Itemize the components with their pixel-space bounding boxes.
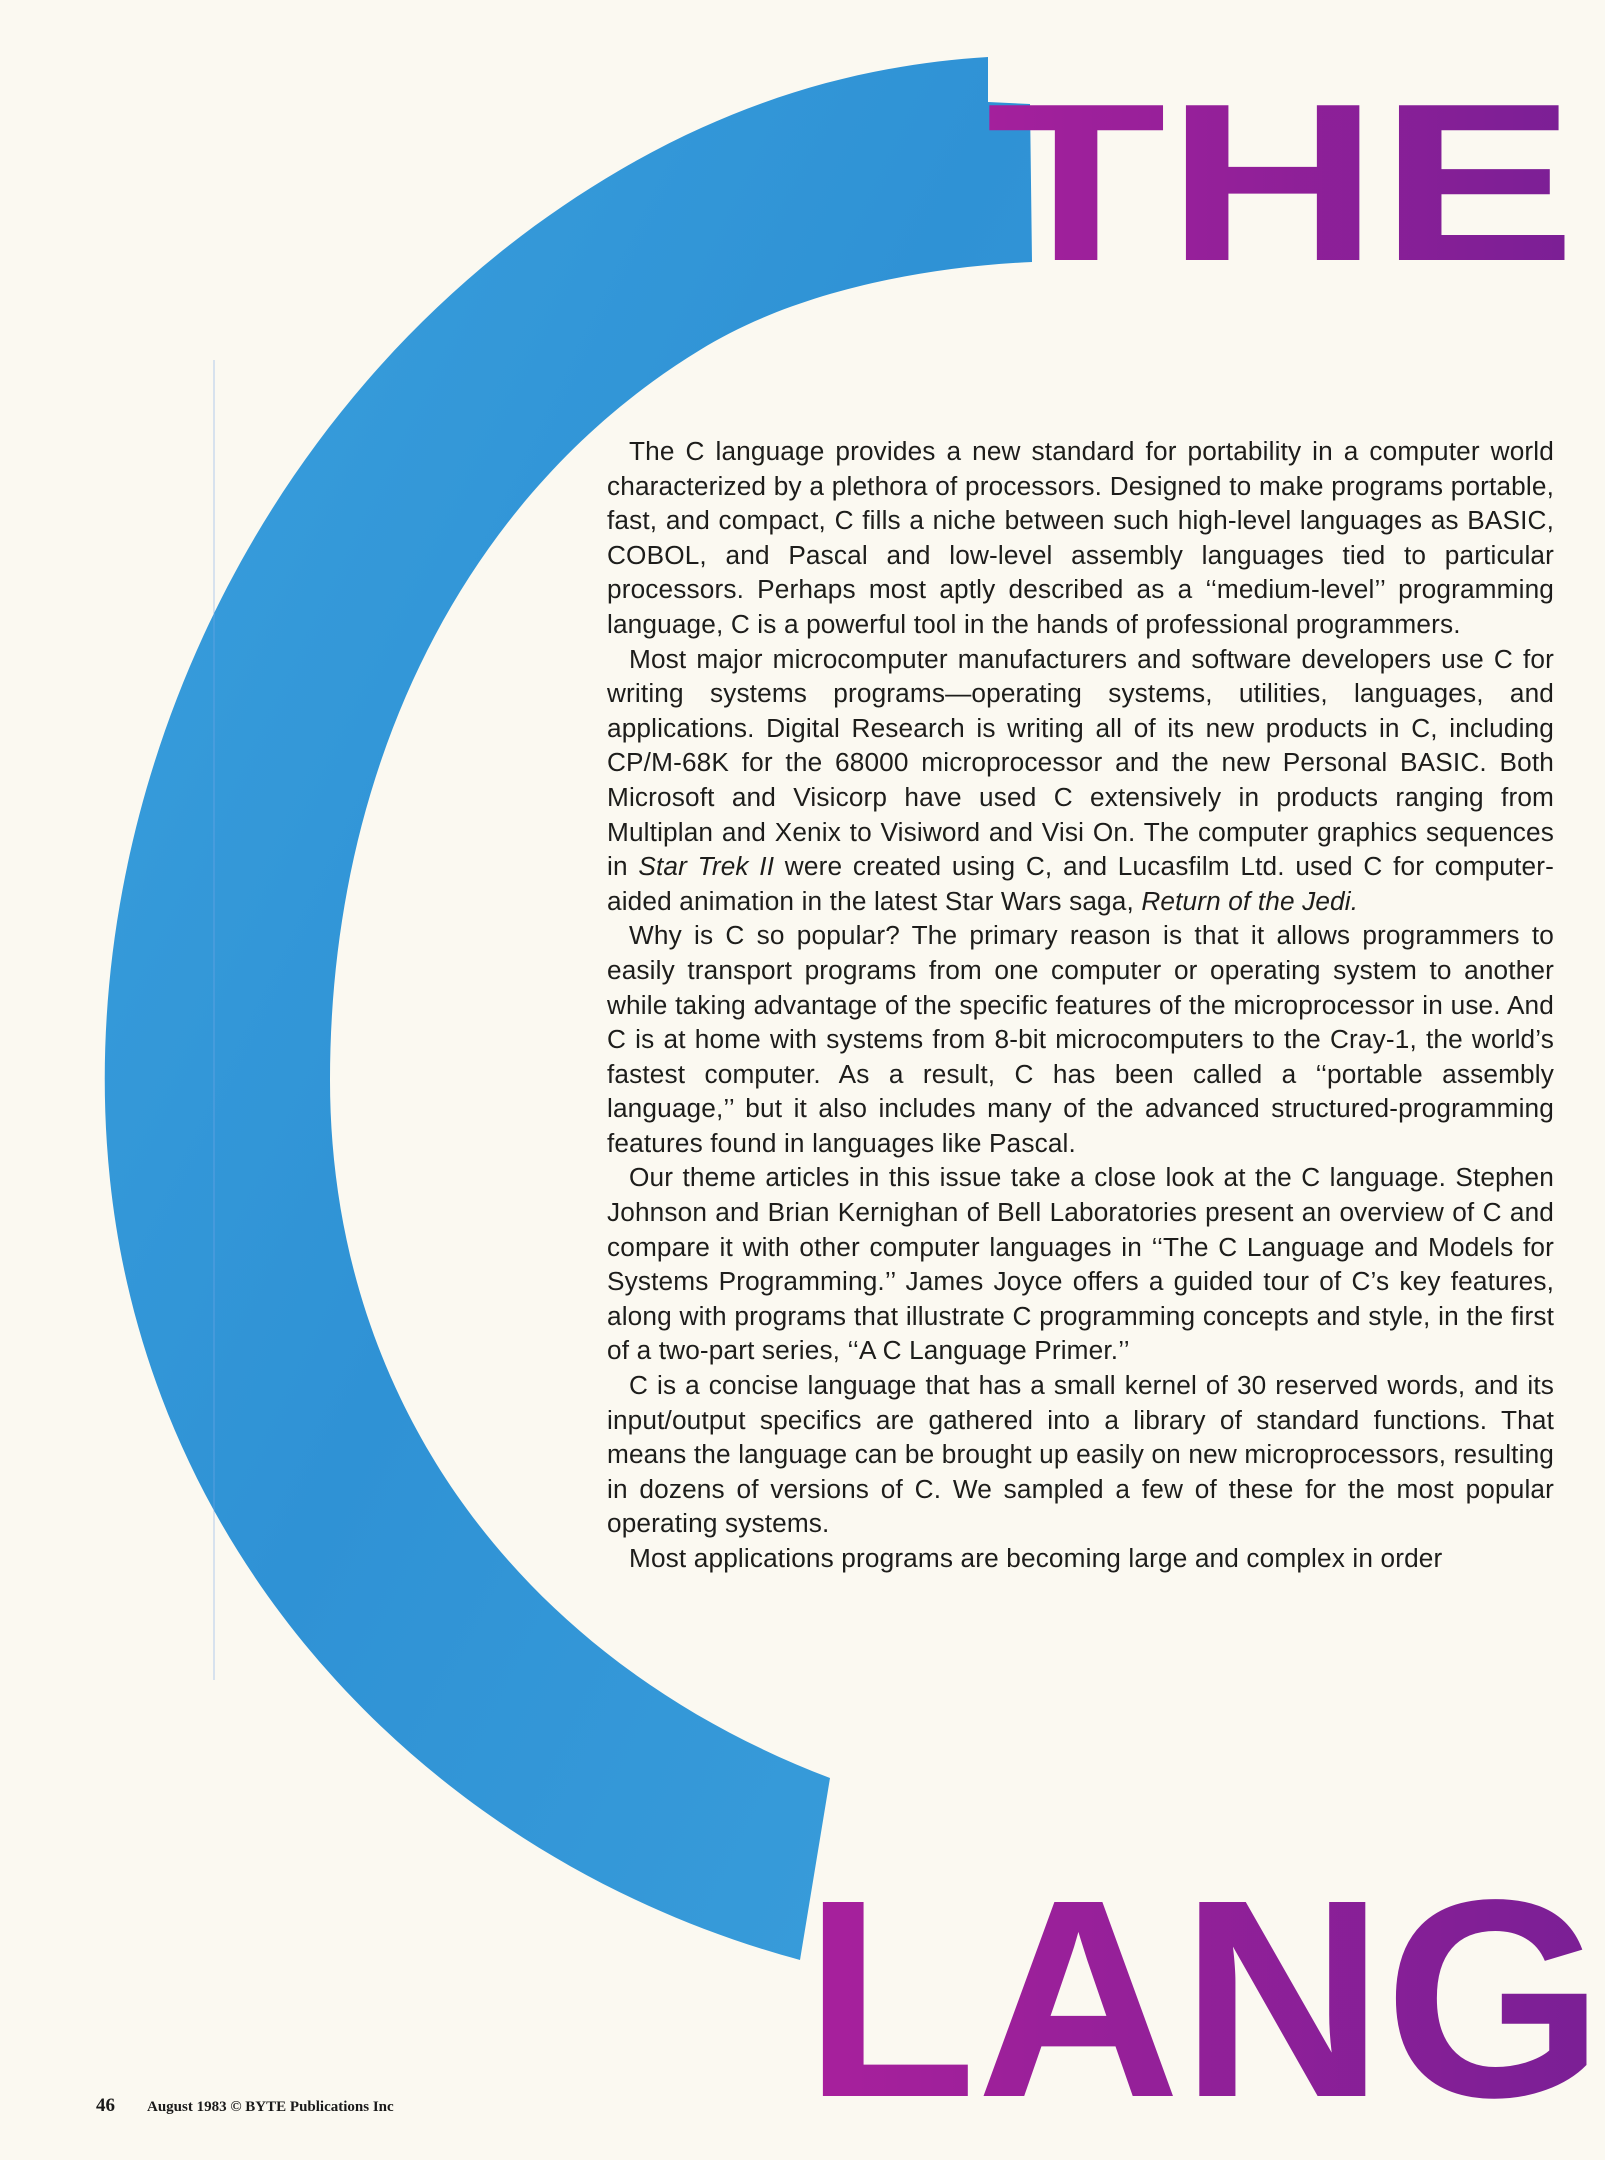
paragraph-text: Our theme articles in this issue take a close look at the C language. Stephen Johnson and Brian Kernighan of Bell Laboratories present an overview of C and compare it with other computer languages in ‘‘The C Language and Models for Systems Programming.’’ James Joyce offers a guided tour of C’s key features, along with programs that illustrate C programming concepts and style, in the first of a two-part series, ‘‘A C Language Primer.’’ [607,1162,1554,1366]
article-paragraph [607,918,1554,1160]
article-body [607,434,1554,1576]
article-paragraph [607,1160,1554,1368]
paragraph-text: Most applications programs are becoming large and complex in order [629,1543,1443,1573]
page-footer [96,2095,394,2117]
paragraph-text: C is a concise language that has a small kernel of 30 reserved words, and its input/output specifics are gathered into a library of standard functions. That means the language can be brought up easily on new microprocessors, resulting in dozens of versions of C. We sampled a few of these for the most popular operating systems. [607,1370,1554,1539]
article-paragraph [607,1541,1554,1576]
italic-title: Star Trek II [638,851,775,882]
headline-lang [790,1858,1605,2108]
svg-text:LANG: LANG [804,1858,1604,2108]
article-paragraph [607,434,1554,642]
publication-credit: August 1983 © BYTE Publications Inc [147,2099,394,2115]
paragraph-text: Most major microcomputer manufacturers and software developers use C for writing systems programs—operating systems, utilities, languages, and applications. Digital Research is writing all of its new products in C, including CP/M-68K for the 68000 microprocessor and the new Personal BASIC. Both Microsoft and Visicorp have used C extensively in products ranging from Multiplan and Xenix to Visiword and Visi On. The computer graphics sequences in [607,643,1554,882]
article-paragraph [607,1368,1554,1541]
paragraph-text: The C language provides a new standard for portability in a computer world characterized by a plethora of processors. Designed to make programs portable, fast, and compact, C fills a niche between such high-level languages as BASIC, COBOL, and Pascal and low-level assembly languages tied to particular processors. Perhaps most aptly described as a ‘‘medium-level’’ programming language, C is a powerful tool in the hands of professional programmers. [607,436,1554,639]
headline-the [986,48,1586,268]
italic-title: Return of the Jedi. [1141,885,1359,916]
paragraph-text: were created using C, and Lucasfilm Ltd. used C for computer-aided animation in the latest Star Wars saga, [607,851,1554,916]
svg-text:THE: THE [986,56,1576,268]
paragraph-text: Why is C so popular? The primary reason is that it allows programmers to easily transport programs from one computer or operating system to another while taking advantage of the specific features of the microprocessor in use. And C is at home with systems from 8-bit microcomputers to the Cray-1, the world’s fastest computer. As a result, C has been called a ‘‘portable assembly language,’’ but it also includes many of the advanced structured-programming features found in languages like Pascal. [607,920,1554,1158]
page-number: 46 [96,2095,115,2116]
article-paragraph [607,642,1554,919]
